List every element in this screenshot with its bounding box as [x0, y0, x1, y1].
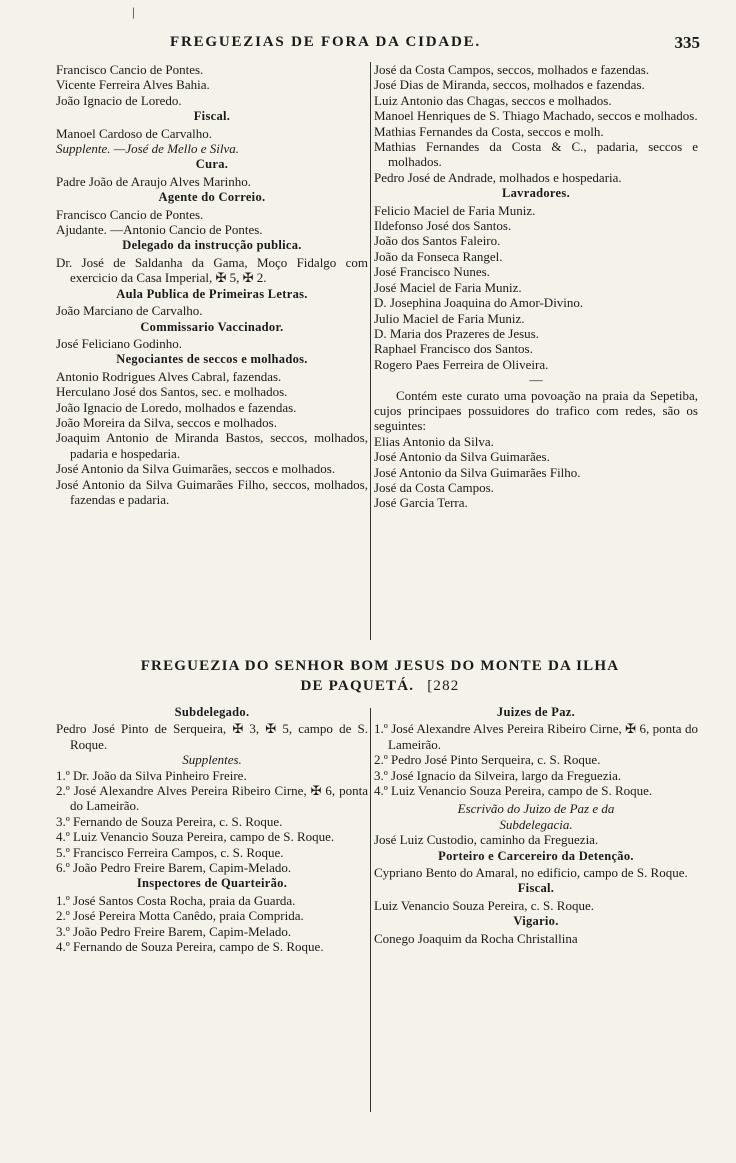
list-item: 6.º João Pedro Freire Barem, Capim-Melado. — [56, 860, 292, 876]
list-item: José Feliciano Godinho. — [56, 335, 183, 351]
list-item: Francisco Cancio de Pontes. — [56, 206, 204, 222]
list-item: João Moreira da Silva, seccos e molhados. — [56, 414, 277, 430]
list-item: 4.º Fernando de Souza Pereira, campo de S. Roque. — [56, 939, 324, 955]
porteiro-heading: Porteiro e Carcereiro da Detenção. — [438, 848, 634, 863]
list-item: 2.º José Alexandre Alves Pereira Ribeiro Cirne, ✠ 6, ponta do Lameirão. — [56, 783, 368, 814]
list-item: 4.º Luiz Venancio Souza Pereira, campo de S. Roque. — [56, 829, 335, 845]
list-item: Mathias Fernandes da Costa & C., padaria, seccos e molhados. — [374, 139, 698, 170]
list-item: Francisco Cancio de Pontes. — [56, 62, 204, 77]
list-item: Ajudante. —Antonio Cancio de Pontes. — [56, 222, 263, 238]
section-title-ref: [282 — [427, 678, 460, 694]
escrivao-heading-2: Subdelegacia. — [499, 816, 573, 832]
subdelegado-heading: Subdelegado. — [174, 705, 250, 719]
list-item: 4.º Luiz Venancio Souza Pereira, campo de S. Roque. — [374, 783, 653, 799]
list-item: Luiz Antonio das Chagas, seccos e molhados. — [374, 92, 612, 108]
list-item: Herculano José dos Santos, sec. e molhados. — [56, 384, 288, 400]
section-title-line2 — [60, 676, 700, 696]
list-item: Supplente. —José de Mello e Silva. — [56, 141, 240, 157]
list-item: 1.º José Santos Costa Rocha, praia da Guarda. — [56, 892, 296, 908]
lower-right-column — [374, 704, 698, 946]
list-item: Joaquim Antonio de Miranda Bastos, seccos, molhados, padaria e hospedaria. — [56, 430, 368, 461]
list-item: Manoel Cardoso de Carvalho. — [56, 125, 212, 141]
list-item: José Antonio da Silva Guimarães. — [374, 449, 550, 465]
list-item: Manoel Henriques de S. Thiago Machado, seccos e molhados. — [374, 108, 698, 124]
list-item: 3.º João Pedro Freire Barem, Capim-Melado. — [56, 923, 292, 939]
lower-left-column — [56, 704, 368, 955]
negociantes-heading: Negociantes de seccos e molhados. — [116, 352, 308, 367]
list-item: José Dias de Miranda, seccos, molhados e fazendas. — [374, 77, 645, 93]
curato-paragraph: Contém este curato uma povoação na praia da Sepetiba, cujos principaes possuidores do trafico com redes, são os seguintes: — [374, 387, 698, 434]
list-item: João Ignacio de Loredo, molhados e fazendas. — [56, 399, 297, 415]
escrivao-heading-1: Escrivão do Juizo de Paz e da — [457, 801, 615, 817]
list-item: Felicio Maciel de Faria Muniz. — [374, 202, 536, 218]
fiscal-heading: Fiscal. — [193, 109, 231, 124]
list-item: Raphael Francisco dos Santos. — [374, 341, 533, 357]
list-item: Ildefonso José dos Santos. — [374, 218, 512, 234]
lavradores-heading: Lavradores. — [502, 186, 570, 201]
list-item: João Marciano de Carvalho. — [56, 303, 203, 319]
list-item: José Garcia Terra. — [374, 495, 468, 511]
list-item: Elias Antonio da Silva. — [374, 433, 494, 449]
section-title — [60, 656, 700, 696]
list-item: José da Costa Campos. — [374, 479, 494, 495]
inspectores-heading: Inspectores de Quarteirão. — [136, 876, 288, 891]
list-item: Mathias Fernandes da Costa, seccos e molh. — [374, 123, 604, 139]
list-item: 2.º Pedro José Pinto Serqueira, c. S. Roque. — [374, 752, 601, 768]
page-tick-mark: | — [132, 4, 135, 19]
section-title-place: DE PAQUETÁ. — [300, 678, 415, 694]
fiscal-heading-lower: Fiscal. — [517, 881, 555, 896]
delegado-heading: Delegado da instrucção publica. — [122, 238, 302, 253]
list-item: D. Josephina Joaquina do Amor-Divino. — [374, 295, 584, 311]
aula-heading: Aula Publica de Primeiras Letras. — [116, 286, 308, 301]
list-item: D. Maria dos Prazeres de Jesus. — [374, 325, 539, 341]
list-item: Conego Joaquim da Rocha Christallina — [374, 930, 578, 946]
list-item: Julio Maciel de Faria Muniz. — [374, 310, 525, 326]
list-item: José da Costa Campos, seccos, molhados e fazendas. — [374, 62, 650, 77]
separator-dash: — — [529, 372, 543, 388]
page-number: 335 — [674, 33, 700, 52]
header-title: FREGUEZIAS DE FORA DA CIDADE. — [170, 34, 481, 50]
list-item: 2.º José Pereira Motta Canêdo, praia Comprida. — [56, 908, 304, 924]
list-item: José Francisco Nunes. — [374, 264, 490, 280]
list-item: José Luiz Custodio, caminho da Freguezia. — [374, 832, 599, 848]
running-header — [170, 34, 700, 56]
supplentes-heading: Supplentes. — [182, 752, 242, 768]
list-item: 3.º Fernando de Souza Pereira, c. S. Roque. — [56, 813, 283, 829]
list-item: 1.º Dr. João da Silva Pinheiro Freire. — [56, 767, 247, 783]
cura-heading: Cura. — [195, 157, 229, 172]
list-item: Antonio Rodrigues Alves Cabral, fazendas. — [56, 368, 282, 384]
list-item: Dr. José de Saldanha da Gama, Moço Fidalgo com exercicio da Casa Imperial, ✠ 5, ✠ 2. — [56, 254, 368, 286]
list-item: João da Fonseca Rangel. — [374, 248, 503, 264]
list-item: Pedro José de Andrade, molhados e hospedaria. — [374, 169, 622, 185]
list-item: João Ignacio de Loredo. — [56, 92, 182, 108]
list-item: José Antonio da Silva Guimarães, seccos e molhados. — [56, 461, 336, 477]
list-item: Padre João de Araujo Alves Marinho. — [56, 173, 251, 189]
upper-right-column — [374, 62, 698, 511]
vigario-heading: Vigario. — [513, 914, 559, 929]
list-item: Cypriano Bento do Amaral, no edificio, campo de S. Roque. — [374, 865, 688, 881]
upper-left-column — [56, 62, 368, 507]
list-item: João dos Santos Faleiro. — [374, 233, 501, 249]
list-item: José Maciel de Faria Muniz. — [374, 279, 522, 295]
list-item: Vicente Ferreira Alves Bahia. — [56, 77, 210, 93]
list-item: 3.º José Ignacio da Silveira, largo da Freguezia. — [374, 767, 622, 783]
commissario-heading: Commissario Vaccinador. — [140, 319, 284, 334]
list-item: 5.º Francisco Ferreira Campos, c. S. Roque. — [56, 844, 284, 860]
column-divider-upper — [370, 62, 371, 640]
list-item: 1.º José Alexandre Alves Pereira Ribeiro Cirne, ✠ 6, ponta do Lameirão. — [374, 721, 698, 752]
list-item: Pedro José Pinto de Serqueira, ✠ 3, ✠ 5, campo de S. Roque. — [56, 721, 368, 752]
juizes-heading: Juizes de Paz. — [496, 705, 576, 719]
list-item: José Antonio da Silva Guimarães Filho. — [374, 464, 581, 480]
section-title-line1: FREGUEZIA DO SENHOR BOM JESUS DO MONTE DA ILHA — [140, 658, 620, 674]
column-divider-lower — [370, 708, 371, 1112]
list-item: José Antonio da Silva Guimarães Filho, seccos, molhados, fazendas e padaria. — [56, 476, 368, 507]
list-item: Luiz Venancio Souza Pereira, c. S. Roque. — [374, 897, 594, 913]
list-item: Rogero Paes Ferreira de Oliveira. — [374, 356, 549, 372]
agente-heading: Agente do Correio. — [158, 190, 266, 205]
